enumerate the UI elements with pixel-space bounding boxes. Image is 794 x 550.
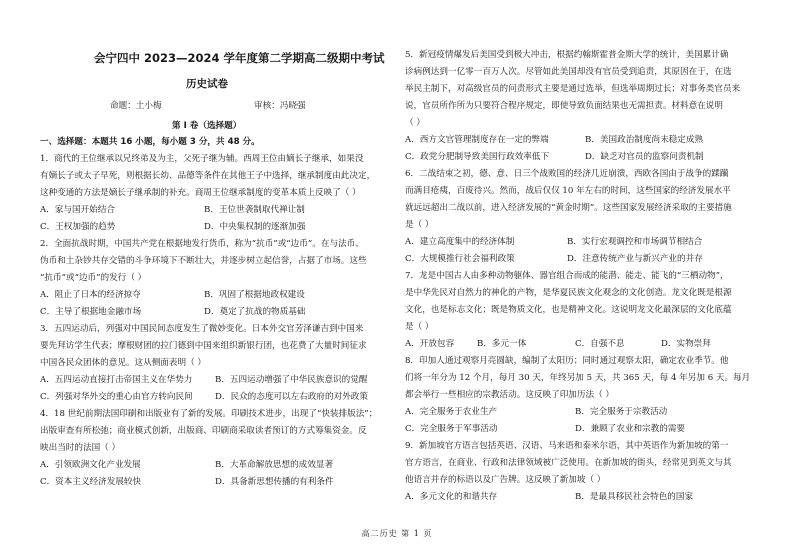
q8-option-b[interactable]: B．完全服务于宗教活动 [575, 407, 668, 417]
q5-stem-line-1: 5．新冠疫情爆发后美国受到极大冲击，根据约翰斯霍普金斯大学的统计，美国累计确 [405, 50, 729, 60]
q8-stem-line-2: 们将一年分为 12 个月，每月 30 天，年终另加 5 天，共 365 天，每 4 年另加 6 天。每月 [405, 373, 751, 383]
q3-option-a[interactable]: A．五四运动直接打击帝国主义在华势力 [40, 375, 193, 385]
q2-option-c[interactable]: C．主导了根据地金融市场 [40, 307, 142, 317]
q5-stem-line-4: 说，官员所作所为只要符合程序规定，即使导致负面结果也无需担责。材料意在说明 [405, 101, 723, 111]
q5-option-d[interactable]: D．缺乏对官员的监察问责机制 [585, 152, 704, 162]
q7-option-b[interactable]: B．多元一体 [477, 339, 527, 349]
q6-option-a[interactable]: A．建立高度集中的经济体制 [405, 237, 515, 247]
q3-option-b[interactable]: B．五四运动增强了中华民族意识的觉醒 [215, 375, 368, 385]
q6-stem-line-2: 而满目疮痍，百废待兴。然而，战后仅仅 10 年左右的时间，这些国家的经济发展水平 [405, 186, 731, 196]
q5-option-c[interactable]: C．政党分肥制导致美国行政效率低下 [405, 152, 550, 162]
q7-stem-line-1: 7．龙是中国古人由多种动物躯体、器官组合而成的能潜、能走、能飞的“三栖动物”， [405, 271, 729, 281]
q2-option-a[interactable]: A．阻止了日本的经济掠夺 [40, 290, 141, 300]
q5-option-a[interactable]: A．西方文官管理制度存在一定的弊端 [405, 135, 549, 145]
q3-stem-line-2: 要先拜访学生代表；摩根财团的拉门德到中国来组织新银行团，也花费了大量时间征求 [40, 341, 367, 351]
q3-option-d[interactable]: D．民众的态度可以左右政府的对外政策 [215, 392, 368, 402]
q7-stem-line-2: 是中华先民对自然力的神化的产物，是华夏民族文化观念的文化创造。龙文化既是根源 [405, 288, 732, 298]
q8-option-c[interactable]: C．完全服务于军事活动 [405, 424, 498, 434]
q8-stem-line-1: 8．印加人通过观察月亮圆缺，编制了太阳历；同时通过观察太阳，确定农业季节。他 [405, 356, 729, 366]
q4-stem-line-2: 出版审查有所松弛；商业模式创新，出版商、印刷商采取读者预订的方式筹集资金。反 [40, 426, 367, 436]
q5-stem-line-3: 举民主制下，对高级官员的问责形式主要是通过选举，但选举周期过长；对事务类官员来 [405, 84, 741, 94]
q4-stem-line-1: 4．18 世纪前期法国印刷和出版业有了新的发展。印刷技术进步，出现了“快装排版法”； [40, 409, 378, 419]
q7-option-d[interactable]: D．实物崇拜 [661, 339, 711, 349]
setter-name: 命题：土小梅 [110, 101, 162, 111]
q1-option-d[interactable]: D．中央集权制的逐渐加强 [204, 222, 306, 232]
q2-option-b[interactable]: B．巩固了根据地政权建设 [204, 290, 305, 300]
q8-stem-line-3: 都会举行一些相应的宗教活动。这反映了印加历法（ ） [405, 390, 614, 400]
q2-option-d[interactable]: D．奠定了抗战的物质基础 [204, 307, 306, 317]
q2-stem-line-1: 2．全面抗战时期，中国共产党在根据地发行货币，称为“抗币”或“边币”。在与法币、 [40, 239, 364, 249]
q5-stem-line-5: （ ） [405, 118, 425, 128]
q4-stem-line-3: 映出当时的法国（ ） [40, 443, 121, 453]
page-footer: 高二历史 第 1 页 [361, 529, 433, 538]
q9-option-b[interactable]: B．是最具移民社会特色的国家 [575, 492, 694, 502]
q1-stem-line-2: 有嫡长子或太子早死，则根据长幼、品德等条件在其他王子中选择，继承制度由此决定， [40, 171, 376, 181]
q7-stem-line-3: 文化，也是标志文化；既是物质文化，也是精神文化。这说明龙文化最深层的文化底蕴 [405, 305, 732, 315]
q2-stem-line-2: 伪币和土杂钞共存交错的斗争环境下不断壮大，并逐步树立起信誉，占据了市场。这些 [40, 256, 367, 266]
q4-option-b[interactable]: B．大革命解放思想的成效显著 [215, 460, 334, 470]
q5-stem-line-2: 诊病例达到一亿零一百万人次。尽管如此美国却没有官员受到追责，其原因在于，在选 [405, 67, 732, 77]
q9-option-a[interactable]: A．多元文化的和谐共存 [405, 492, 498, 502]
q6-stem-line-4: 是（ ） [405, 220, 434, 230]
q1-option-c[interactable]: C．王权加强的趋势 [40, 222, 116, 232]
q5-option-b[interactable]: B．美国政治制度尚未稳定成熟 [585, 135, 704, 145]
q7-option-c[interactable]: C．自强不息 [575, 339, 625, 349]
reviewer-name: 审核：冯晓强 [254, 101, 306, 111]
section-instructions: 一、选择题：本题共 16 小题，每小题 3 分，共 48 分。 [40, 137, 260, 147]
q3-stem-line-1: 3．五四运动后，列强对中国民间态度发生了微妙变化。日本外交官芳泽谦吉到中国来 [40, 324, 364, 334]
q6-stem-line-1: 6．二战结束之初，德、意、日三个战败国的经济几近崩溃，西欧各国由于战争的蹂躏 [405, 169, 729, 179]
exam-subject: 历史试卷 [186, 78, 228, 90]
q7-option-a[interactable]: A．开放包容 [405, 339, 455, 349]
q9-stem-line-1: 9．新加坡官方语言包括英语、汉语、马来语和泰米尔语，其中英语作为新加坡的第一 [405, 441, 729, 451]
q9-stem-line-3: 他语言并存的标语以及广告牌。这反映了新加坡（ ） [405, 475, 606, 485]
q8-option-d[interactable]: D．兼顾了农业和宗教的需要 [575, 424, 686, 434]
q3-stem-line-3: 中国各民众团体的意见。这从侧面表明（ ） [40, 358, 207, 368]
q8-option-a[interactable]: A．完全服务于农业生产 [405, 407, 498, 417]
q7-stem-line-4: 是（ ） [405, 322, 434, 332]
section-heading: 第 I 卷（选择题） [172, 121, 242, 131]
q6-option-d[interactable]: D．注意传统产业与新兴产业的并存 [567, 254, 703, 264]
q3-option-c[interactable]: C．列强对华外交的重心由官方转向民间 [40, 392, 193, 402]
q9-stem-line-2: 官方语言，在商业、行政和法律领域被广泛使用。在新加坡的街头，经常见到英文与其 [405, 458, 732, 468]
q4-option-d[interactable]: D．具备新思想传播的有利条件 [215, 477, 334, 487]
exam-title: 会宁四中 2023—2024 学年度第二学期高二级期中考试 [94, 51, 385, 65]
q6-option-b[interactable]: B．实行宏观调控和市场调节相结合 [567, 237, 703, 247]
q1-option-a[interactable]: A．家与国开始结合 [40, 205, 115, 215]
q4-option-c[interactable]: C．资本主义经济发展较快 [40, 477, 142, 487]
q1-stem-line-3: 这种变通的方法是嫡长子继承制的补充。商周王位继承制度的变革本质上反映了（ ） [40, 188, 361, 198]
q1-option-b[interactable]: B．王位世袭制取代禅让制 [204, 205, 305, 215]
q1-stem-line-1: 1．商代的王位继承以兄终弟及为主，父死子继为辅。西周王位由嫡长子继承，如果没 [40, 154, 364, 164]
q4-option-a[interactable]: A．引领欧洲文化产业发展 [40, 460, 141, 470]
q2-stem-line-3: “抗币”或“边币”的发行（ ） [40, 273, 147, 283]
q6-option-c[interactable]: C．大规模推行社会福利政策 [405, 254, 515, 264]
q6-stem-line-3: 就远远超出二战以前，进入经济发展的“黄金时期”。这些国家发展经济采取的主要措施 [405, 203, 732, 213]
